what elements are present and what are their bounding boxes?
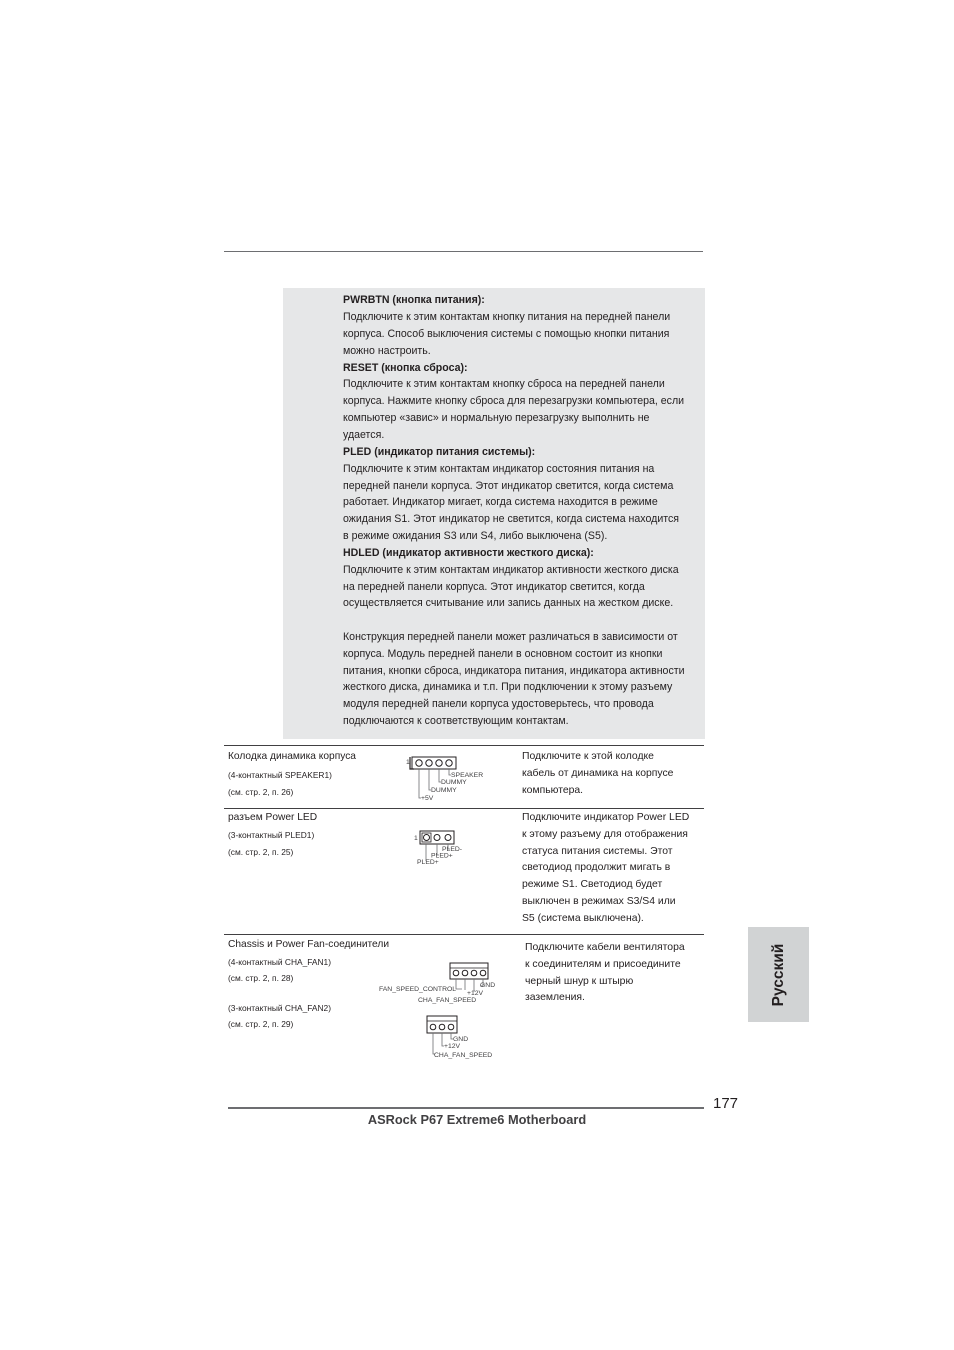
fan-subtitle: (3-контактный CHA_FAN2) <box>228 1003 331 1013</box>
speaker-desc-line: Подключите к этой колодке <box>522 751 654 762</box>
pin-label: CHA_FAN_SPEED <box>418 997 477 1004</box>
reset-line: корпуса. Нажмите кнопку сброса для перезагрузки компьютера, если <box>343 395 685 407</box>
note-line: корпуса. Модуль передней панели в основном состоит из кнопки <box>343 648 663 660</box>
pin <box>448 1024 454 1030</box>
power-led-subtitle: (3-контактный PLED1) <box>228 830 315 840</box>
pled-line: в режиме ожидания S3 или S4, либо выключена (S5). <box>343 530 608 542</box>
speaker-pinout-diagram <box>405 753 495 807</box>
reset-line: Подключите к этим контактам кнопку сброса на передней панели <box>343 378 665 390</box>
pin-label: FAN_SPEED_CONTROL <box>379 986 457 993</box>
speaker-page-ref: (см. стр. 2, п. 26) <box>228 787 294 797</box>
section-divider <box>224 934 704 935</box>
power-led-desc-line: выключен в режимах S3/S4 или <box>522 896 676 907</box>
language-side-tab-label: Русский <box>769 943 787 1006</box>
pin-label: GND <box>453 1036 469 1043</box>
fan-subtitle: (4-контактный CHA_FAN1) <box>228 957 331 967</box>
pin-label: CHA_FAN_SPEED <box>434 1052 493 1059</box>
pin-label: DUMMY <box>441 779 467 786</box>
power-led-desc-line: S5 (система выключена). <box>522 913 644 924</box>
power-led-desc-line: светодиод продолжит мигать в <box>522 862 671 873</box>
note-line: питания, кнопки сброса, индикатора питания, индикатора активности <box>343 665 685 677</box>
pin <box>439 1024 445 1030</box>
reset-title: RESET (кнопка сброса): <box>343 362 468 374</box>
pled-title: PLED (индикатор питания системы): <box>343 446 536 458</box>
lead-line <box>433 1033 435 1054</box>
footer-rule <box>228 1107 704 1109</box>
pin1-label: 1 <box>414 835 418 842</box>
cha-fan2-pinout-diagram <box>420 1014 500 1062</box>
pin-label: PLED- <box>442 846 463 853</box>
pled-line: ожидания S1. Этот индикатор не светится, когда система находится <box>343 513 679 525</box>
pwrbtn-title: PWRBTN (кнопка питания): <box>343 294 485 306</box>
pin <box>424 835 430 841</box>
fan-desc-line: черный шнур к штырю <box>525 976 634 987</box>
speaker-subtitle: (4-контактный SPEAKER1) <box>228 770 332 780</box>
pled-line: работает. Индикатор мигает, когда система находится в режиме <box>343 496 658 508</box>
pin <box>445 835 451 841</box>
connector-housing <box>412 757 456 769</box>
hdled-title: HDLED (индикатор активности жесткого диска): <box>343 547 594 559</box>
pled-line: передней панели корпуса. Этот индикатор светится, когда система <box>343 480 674 492</box>
pin <box>462 970 468 976</box>
footer-title: ASRock P67 Extreme6 Motherboard <box>367 1112 587 1127</box>
cha-fan1-pinout-diagram <box>376 960 506 1006</box>
fan-desc-line: Подключите кабели вентилятора <box>525 942 685 953</box>
fan-desc-line: к соединителям и присоедините <box>525 959 681 970</box>
pin1-label: 1 <box>406 759 410 766</box>
power-led-desc-line: статуса питания системы. Этот <box>522 846 673 857</box>
pin <box>426 760 432 766</box>
pin-label: +12V <box>467 990 484 997</box>
pin-label: PLED+ <box>417 859 439 866</box>
power-led-page-ref: (см. стр. 2, п. 25) <box>228 847 294 857</box>
pin-label: SPEAKER <box>451 772 484 779</box>
pin-label: DUMMY <box>431 787 457 794</box>
hdled-line: осуществляется считывание или запись данных на жестком диске. <box>343 597 674 609</box>
language-side-tab <box>748 927 809 1022</box>
pin <box>434 835 440 841</box>
power-led-desc-line: режиме S1. Светодиод будет <box>522 879 663 890</box>
fan-title: Chassis и Power Fan-соединители <box>228 939 390 950</box>
page-number: 177 <box>713 1095 739 1112</box>
power-led-pinout-diagram <box>410 828 480 870</box>
power-led-desc-line: Подключите индикатор Power LED <box>522 812 690 823</box>
power-led-desc-line: к этому разъему для отображения <box>522 829 688 840</box>
hdled-line: Подключите к этим контактам индикатор активности жесткого диска <box>343 564 679 576</box>
reset-line: удается. <box>343 429 385 441</box>
power-led-title: разъем Power LED <box>228 812 318 823</box>
pin <box>416 760 422 766</box>
section-divider <box>224 745 704 746</box>
note-line: жесткого диска, динамика и т.п. При подключении к этому разъему <box>343 681 673 693</box>
note-line: модуля передней панели корпуса удостоверьтесь, что провода <box>343 698 654 710</box>
pin <box>430 1024 436 1030</box>
hdled-line: на передней панели корпуса. Этот индикатор светится, когда <box>343 581 645 593</box>
pwrbtn-line: можно настроить. <box>343 345 431 357</box>
pin <box>471 970 477 976</box>
pwrbtn-line: Подключите к этим контактам кнопку питания на передней панели <box>343 311 671 323</box>
fan-desc-line: заземления. <box>525 992 585 1003</box>
pled-line: Подключите к этим контактам индикатор состояния питания на <box>343 463 655 475</box>
lead-line <box>456 979 462 989</box>
pwrbtn-line: корпуса. Способ выключения системы с помощью кнопки питания <box>343 328 670 340</box>
section-divider <box>224 808 704 809</box>
connector-housing <box>450 963 488 979</box>
pin-label: +12V <box>444 1043 461 1050</box>
fan-page-ref: (см. стр. 2, п. 28) <box>228 973 294 983</box>
lead-line <box>419 769 421 798</box>
note-line: подключаются к соответствующим контактам. <box>343 715 569 727</box>
pin-label: GND <box>480 982 496 989</box>
note-line: Конструкция передней панели может различаться в зависимости от <box>343 631 678 643</box>
pin <box>453 970 459 976</box>
pin <box>446 760 452 766</box>
top-rule <box>224 251 703 252</box>
pin-label: PLED+ <box>431 852 453 860</box>
fan-page-ref: (см. стр. 2, п. 29) <box>228 1019 294 1029</box>
pin <box>436 760 442 766</box>
speaker-title: Колодка динамика корпуса <box>228 751 356 762</box>
speaker-desc-line: компьютера. <box>522 785 584 796</box>
pin <box>480 970 486 976</box>
pin-label: +5V <box>421 795 434 802</box>
reset-line: компьютер «завис» и нормальную перезагрузку выполнить не <box>343 412 650 424</box>
speaker-desc-line: кабель от динамика на корпусе <box>522 768 674 779</box>
